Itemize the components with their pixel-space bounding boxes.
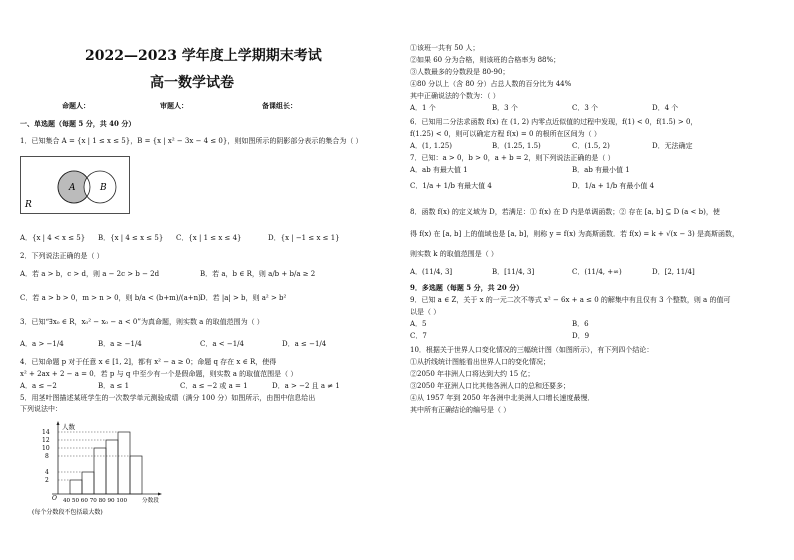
q10-item-3: ③2050 年亚洲人口比其他各洲人口的总和还要多； [410, 382, 571, 390]
hist-bar-90-100 [130, 456, 142, 494]
q5-item-1: ①该班一共有 50 人； [410, 44, 480, 52]
hist-bar-40-50 [70, 480, 82, 494]
q7-option-c[interactable]: C．1/a + 1/b 有最大值 4 [410, 182, 492, 190]
q5-option-c[interactable]: C．3 个 [572, 104, 599, 112]
q9-option-c[interactable]: C．7 [410, 332, 427, 340]
q1-option-d[interactable]: D．{x | −1 ≤ x ≤ 1} [268, 234, 340, 242]
q4-option-c[interactable]: C．a ≤ −2 或 a = 1 [180, 382, 248, 390]
hist-bar-70-80 [106, 440, 118, 494]
q9-option-a[interactable]: A．5 [410, 320, 427, 328]
q6-option-d[interactable]: D．无法确定 [652, 142, 693, 150]
q4-option-d[interactable]: D．a > −2 且 a ≠ 1 [272, 382, 340, 390]
q5-stem-line1: 5．用茎叶图描述某班学生的一次数学单元测验成绩（满分 100 分）如图所示，由图中信息给出 [20, 394, 316, 402]
hist-ytick-12: 12 [42, 437, 50, 444]
reviewer-label: 审题人： [160, 101, 188, 110]
q10-item-4: ④从 1957 年到 2050 年各洲中北美洲人口增长速度最慢． [410, 394, 595, 402]
q1-option-a[interactable]: A．{x | 4 < x ≤ 5} [20, 234, 86, 242]
q10-item-2: ②2050 年非洲人口将达到大约 15 亿； [410, 370, 535, 378]
q4-option-a[interactable]: A．a ≤ −2 [20, 382, 57, 390]
hist-ytick-8: 8 [45, 453, 49, 460]
q8-option-a[interactable]: A．(11/4, 3] [410, 268, 453, 276]
hist-xticks: 40 50 60 70 80 90 100 [63, 498, 128, 504]
q10-stem: 10．根据关于世界人口变化情况的三幅统计图（如图所示），有下列四个结论： [410, 346, 654, 354]
q2-option-c[interactable]: C．若 a > b > 0，m > n > 0，则 b/a < (b+m)/(a+n) [20, 294, 201, 302]
q3-stem: 3．已知“∃x₀ ∈ R，x₀² − x₀ − a < 0”为真命题，则实数 a 的取值范围为（ ） [20, 318, 264, 326]
q7-option-a[interactable]: A．ab 有最大值 1 [410, 166, 468, 174]
venn-diagram [20, 156, 130, 214]
q5-stem-line2: 下列说法中： [20, 405, 62, 413]
paper-title: 高一数学试卷 [150, 75, 234, 91]
hist-origin: O [52, 495, 57, 502]
q5-item-4: ④80 分以上（含 80 分）占总人数的百分比为 44% [410, 80, 572, 88]
venn-label-r: R [25, 200, 32, 210]
hist-y-label: 人数 [62, 423, 75, 431]
q6-option-b[interactable]: B．(1.25, 1.5) [492, 142, 541, 150]
hist-ytick-2: 2 [45, 477, 49, 484]
hist-ytick-10: 10 [42, 445, 50, 452]
q6-option-a[interactable]: A．(1, 1.25) [410, 142, 453, 150]
q5-ask: 其中正确说法的个数为：（ ） [410, 92, 500, 100]
q5-option-b[interactable]: B．3 个 [492, 104, 518, 112]
q4-option-b[interactable]: B．a ≤ 1 [98, 382, 130, 390]
q8-option-b[interactable]: B．[11/4, 3] [492, 268, 535, 276]
leader-label: 备课组长： [262, 101, 297, 110]
q3-option-b[interactable]: B．a ≥ −1/4 [98, 340, 142, 348]
section-multi-choice: 9．多选题（每题 5 分，共 20 分） [410, 283, 524, 292]
q3-option-c[interactable]: C．a < −1/4 [200, 340, 244, 348]
q8-option-c[interactable]: C．(11/4, +∞) [572, 268, 622, 276]
q7-option-b[interactable]: B．ab 有最小值 1 [572, 166, 630, 174]
q9-stem-line1: 9．已知 a ∈ Z，关于 x 的一元二次不等式 x² − 6x + a ≤ 0 的解集中有且仅有 3 个整数，则 a 的值可 [410, 296, 731, 304]
q9-option-d[interactable]: D．9 [572, 332, 590, 340]
section-single-choice: 一、单选题（每题 5 分，共 40 分） [20, 119, 136, 128]
hist-caption: (每个分数段不包括最大数) [32, 509, 103, 516]
venn-label-a: A [69, 183, 76, 193]
q8-stem-line2: 得 f(x) 在 [a, b] 上的值域也是 [a, b]，则称 y = f(x) 为高斯函数．若 f(x) = k + √(x − 3) 是高斯函数， [410, 230, 739, 238]
exam-title: 2022—2023 学年度上学期期末考试 [85, 48, 322, 64]
venn-label-b: B [100, 183, 107, 193]
q6-stem-line1: 6．已知用二分法求函数 f(x) 在 (1, 2) 内零点近似值的过程中发现，f(1) < 0，f(1.5) > 0， [410, 118, 698, 126]
hist-ytick-14: 14 [42, 429, 50, 436]
q2-option-a[interactable]: A．若 a > b，c > d，则 a − 2c > b − 2d [20, 270, 160, 278]
q2-stem: 2．下列说法正确的是（ ） [20, 252, 104, 260]
q9-option-b[interactable]: B．6 [572, 320, 589, 328]
hist-ytick-4: 4 [45, 469, 49, 476]
q1-option-c[interactable]: C．{x | 1 ≤ x ≤ 4} [176, 234, 242, 242]
q9-stem-line2: 以是（ ） [410, 308, 441, 316]
q2-option-d[interactable]: D．若 |a| > b，则 a² > b² [200, 294, 287, 302]
q5-item-2: ②如果 60 分为合格，则该班的合格率为 88%； [410, 56, 561, 64]
hist-bar-50-60 [82, 472, 94, 494]
hist-bar-60-70 [94, 448, 106, 494]
q3-option-d[interactable]: D．a ≤ −1/4 [282, 340, 327, 348]
proposer-label: 命题人： [62, 101, 90, 110]
q10-item-1: ①从折线统计图能看出世界人口的变化情况； [410, 358, 550, 366]
q5-option-d[interactable]: D．4 个 [652, 104, 679, 112]
q8-stem-line1: 8．函数 f(x) 的定义域为 D，若满足：① f(x) 在 D 内是单调函数；② 存在 [a, b] ⊆ D (a < b)，使 [410, 208, 720, 216]
q7-stem: 7．已知：a > 0，b > 0，a + b = 2，则下列说法正确的是（ ） [410, 154, 615, 162]
q6-stem-line2: f(1.25) < 0，则可以确定方程 f(x) = 0 的根所在区间为（ ） [410, 130, 601, 138]
q4-stem-line2: x² + 2ax + 2 − a = 0．若 p 与 q 中至少有一个是假命题，则实数 a 的取值范围是（ ） [20, 370, 298, 378]
q5-item-3: ③人数最多的分数段是 80-90； [410, 68, 510, 76]
score-histogram [30, 420, 180, 520]
q6-option-c[interactable]: C．(1.5, 2) [572, 142, 610, 150]
q8-option-d[interactable]: D．[2, 11/4] [652, 268, 695, 276]
q10-ask: 其中所有正确结论的编号是（ ） [410, 406, 511, 414]
q4-stem-line1: 4．已知命题 p 对于任意 x ∈ [1, 2]，都有 x² − a ≥ 0；命题 q 存在 x ∈ R，使得 [20, 358, 277, 366]
q3-option-a[interactable]: A．a > −1/4 [20, 340, 64, 348]
q7-option-d[interactable]: D．1/a + 1/b 有最小值 4 [572, 182, 655, 190]
q1-stem: 1．已知集合 A = {x | 1 ≤ x ≤ 5}，B = {x | x² − 3x − 4 ≤ 0}，则如图所示的阴影部分表示的集合为（ ） [20, 137, 363, 145]
q5-option-a[interactable]: A．1 个 [410, 104, 436, 112]
hist-x-label: 分数段 [142, 498, 159, 504]
q8-stem-line3: 则实数 k 的取值范围是（ ） [410, 250, 498, 258]
hist-bar-80-90 [118, 432, 130, 494]
q1-option-b[interactable]: B．{x | 4 ≤ x ≤ 5} [98, 234, 164, 242]
q2-option-b[interactable]: B．若 a，b ∈ R，则 a/b + b/a ≥ 2 [200, 270, 316, 278]
